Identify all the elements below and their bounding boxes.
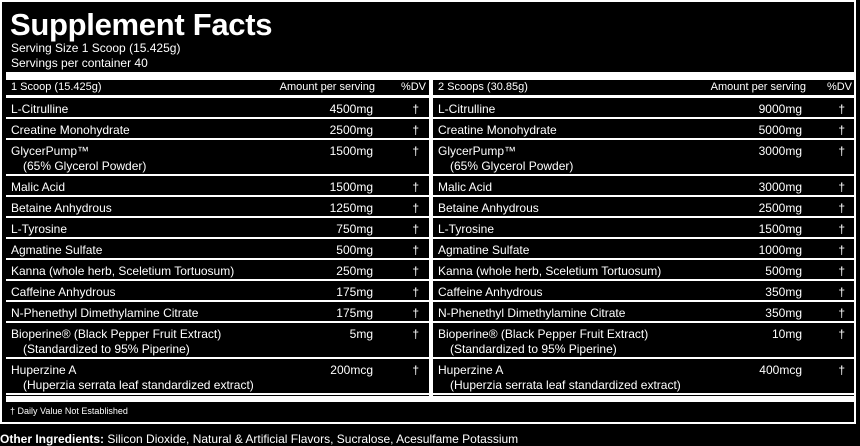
ingredient-amount: 175mg (336, 306, 373, 320)
ingredient-name: Caffeine Anhydrous (11, 285, 116, 299)
ingredient-dv: † (838, 306, 845, 320)
ingredient-amount: 1500mg (329, 180, 373, 194)
ingredient-amount: 2500mg (758, 201, 802, 215)
column-header-amount: Amount per serving (279, 81, 375, 93)
ingredient-row (433, 197, 854, 218)
ingredient-amount: 500mg (336, 243, 373, 257)
ingredient-amount: 3000mg (758, 144, 802, 158)
panel-title: Supplement Facts (10, 7, 273, 42)
ingredient-dv: † (838, 222, 845, 236)
ingredient-name: Bioperine® (Black Pepper Fruit Extract) (438, 327, 649, 341)
ingredient-dv: † (838, 327, 845, 341)
ingredient-name: Kanna (whole herb, Sceletium Tortuosum) (11, 264, 235, 278)
ingredient-row (6, 323, 429, 359)
ingredient-dv: † (412, 180, 419, 194)
ingredient-row (433, 260, 854, 281)
ingredient-row (433, 323, 854, 359)
ingredient-dv: † (838, 102, 845, 116)
ingredient-dv: † (838, 363, 845, 377)
ingredient-amount: 5000mg (758, 123, 802, 137)
ingredient-dv: † (412, 264, 419, 278)
ingredient-amount: 175mg (336, 285, 373, 299)
ingredient-row (433, 302, 854, 323)
ingredient-amount: 5mg (349, 327, 373, 341)
ingredient-amount: 3000mg (758, 180, 802, 194)
column-header-amount: Amount per serving (710, 81, 806, 93)
ingredient-dv: † (838, 201, 845, 215)
ingredient-row (6, 98, 429, 119)
ingredient-amount: 1500mg (329, 144, 373, 158)
column-header (433, 80, 854, 98)
column-header-serving: 2 Scoops (30.85g) (438, 81, 528, 93)
ingredient-name: N-Phenethyl Dimethylamine Citrate (438, 306, 626, 320)
ingredient-dv: † (838, 123, 845, 137)
ingredient-row (6, 197, 429, 218)
ingredient-row (433, 119, 854, 140)
header-divider-bar (6, 72, 854, 80)
ingredient-amount: 350mg (765, 306, 802, 320)
ingredient-amount: 350mg (765, 285, 802, 299)
ingredient-amount: 750mg (336, 222, 373, 236)
column-header-dv: %DV (400, 81, 426, 93)
servings-per-container: Servings per container 40 (11, 56, 148, 70)
ingredient-row (433, 239, 854, 260)
ingredient-dv: † (412, 144, 419, 158)
ingredient-row (6, 140, 429, 176)
ingredient-name: N-Phenethyl Dimethylamine Citrate (11, 306, 199, 320)
ingredient-dv: † (838, 243, 845, 257)
ingredient-name: L-Tyrosine (11, 222, 68, 236)
ingredient-row (433, 140, 854, 176)
ingredient-subtext: (65% Glycerol Powder) (450, 159, 574, 173)
ingredient-subtext: (Standardized to 95% Piperine) (23, 342, 190, 356)
other-ingredients-label: Other Ingredients: (0, 432, 105, 446)
ingredient-row (433, 98, 854, 119)
ingredient-name: Huperzine A (11, 363, 77, 377)
ingredient-subtext: (Standardized to 95% Piperine) (450, 342, 617, 356)
column-header (6, 80, 429, 98)
ingredient-name: Betaine Anhydrous (438, 201, 539, 215)
ingredient-dv: † (838, 285, 845, 299)
ingredient-name: L-Citrulline (11, 102, 69, 116)
ingredient-name: Malic Acid (438, 180, 493, 194)
ingredient-dv: † (412, 327, 419, 341)
ingredient-row (6, 281, 429, 302)
ingredient-amount: 400mcg (759, 363, 802, 377)
ingredient-name: Agmatine Sulfate (11, 243, 103, 257)
ingredient-amount: 500mg (765, 264, 802, 278)
ingredient-name: Huperzine A (438, 363, 504, 377)
daily-value-footnote: † Daily Value Not Established (10, 406, 128, 416)
ingredient-amount: 250mg (336, 264, 373, 278)
ingredient-amount: 1250mg (329, 201, 373, 215)
two-scoops-column (433, 80, 854, 395)
ingredient-name: Bioperine® (Black Pepper Fruit Extract) (11, 327, 222, 341)
ingredient-name: Kanna (whole herb, Sceletium Tortuosum) (438, 264, 662, 278)
other-ingredients-text: Silicon Dioxide, Natural & Artificial Flavors, Sucralose, Acesulfame Potassium (104, 432, 519, 446)
ingredient-amount: 2500mg (329, 123, 373, 137)
ingredient-dv: † (412, 123, 419, 137)
ingredient-row (433, 176, 854, 197)
ingredient-name: GlycerPump™ (11, 144, 90, 158)
other-ingredients (0, 432, 518, 446)
ingredient-subtext: (Huperzia serrata leaf standardized extract) (23, 378, 254, 392)
column-header-serving: 1 Scoop (15.425g) (11, 81, 102, 93)
ingredient-row (6, 176, 429, 197)
ingredient-dv: † (412, 201, 419, 215)
ingredient-subtext: (65% Glycerol Powder) (23, 159, 147, 173)
ingredient-row (6, 218, 429, 239)
ingredient-name: Betaine Anhydrous (11, 201, 112, 215)
ingredient-subtext: (Huperzia serrata leaf standardized extract) (450, 378, 681, 392)
ingredient-amount: 1000mg (758, 243, 802, 257)
ingredient-row (433, 218, 854, 239)
ingredient-name: Creatine Monohydrate (11, 123, 130, 137)
ingredient-amount: 4500mg (329, 102, 373, 116)
ingredient-name: GlycerPump™ (438, 144, 517, 158)
ingredient-amount: 10mg (771, 327, 802, 341)
ingredient-name: Agmatine Sulfate (438, 243, 530, 257)
ingredient-row (6, 119, 429, 140)
ingredient-row (6, 239, 429, 260)
ingredient-row (433, 359, 854, 395)
ingredient-name: L-Citrulline (438, 102, 496, 116)
ingredient-dv: † (412, 102, 419, 116)
ingredient-dv: † (838, 144, 845, 158)
ingredient-row (6, 302, 429, 323)
serving-size: Serving Size 1 Scoop (15.425g) (11, 41, 181, 55)
ingredient-dv: † (838, 264, 845, 278)
ingredient-amount: 9000mg (758, 102, 802, 116)
ingredient-row (6, 359, 429, 395)
ingredient-name: Creatine Monohydrate (438, 123, 557, 137)
ingredient-row (6, 260, 429, 281)
ingredient-name: L-Tyrosine (438, 222, 495, 236)
footer-divider-bar (6, 396, 854, 402)
ingredient-dv: † (412, 363, 419, 377)
ingredient-dv: † (838, 180, 845, 194)
one-scoop-column (6, 80, 429, 395)
ingredient-dv: † (412, 222, 419, 236)
ingredient-dv: † (412, 306, 419, 320)
ingredient-amount: 200mcg (330, 363, 373, 377)
ingredient-dv: † (412, 243, 419, 257)
ingredient-name: Caffeine Anhydrous (438, 285, 543, 299)
ingredient-dv: † (412, 285, 419, 299)
column-header-dv: %DV (826, 81, 852, 93)
ingredient-amount: 1500mg (758, 222, 802, 236)
ingredient-row (433, 281, 854, 302)
ingredient-name: Malic Acid (11, 180, 66, 194)
